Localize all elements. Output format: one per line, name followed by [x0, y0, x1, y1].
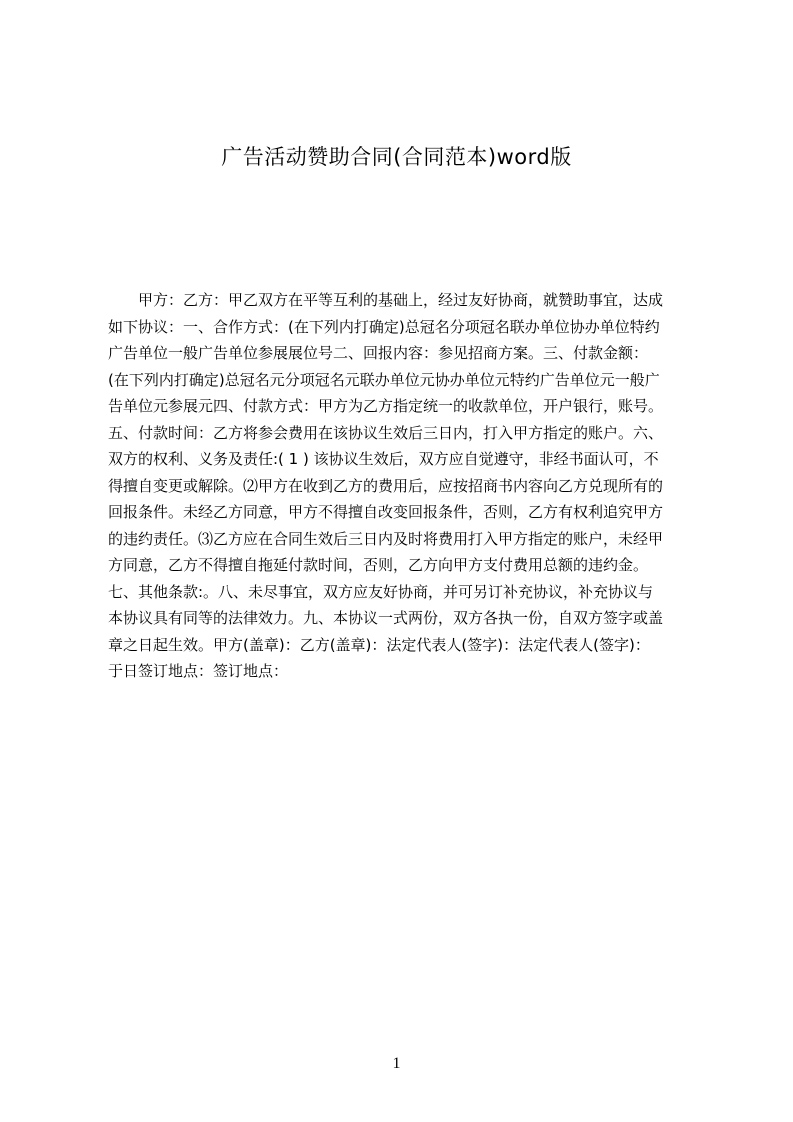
body-line: 回报条件。未经乙方同意，甲方不得擅自改变回报条件，否则，乙方有权利追究甲方: [108, 503, 664, 521]
body-line: 广告单位一般广告单位参展展位号二、回报内容：参见招商方案。三、付款金额：: [108, 344, 649, 362]
body-line: 的违约责任。⑶乙方应在合同生效后三日内及时将费用打入甲方指定的账户，未经甲: [108, 529, 664, 548]
body-line: 甲方：乙方：甲乙双方在平等互利的基础上，经过友好协商，就赞助事宜，达成: [138, 291, 664, 309]
body-line: 五、付款时间：乙方将参会费用在该协议生效后三日内，打入甲方指定的账户。六、: [108, 423, 664, 442]
body-line: 双方的权利、义务及责任:( 1 ) 该协议生效后，双方应自觉遵守，非经书面认可，不: [108, 450, 659, 468]
body-line: 得擅自变更或解除。⑵甲方在收到乙方的费用后，应按招商书内容向乙方兑现所有的: [108, 476, 664, 495]
body-line: 章之日起生效。甲方(盖章)：乙方(盖章)：法定代表人(签字)：法定代表人(签字)：: [108, 635, 650, 654]
body-line: 七、其他条款:。八、未尽事宜，双方应友好协商，并可另订补充协议，补充协议与: [108, 582, 654, 601]
body-line: 方同意，乙方不得擅自拖延付款时间，否则，乙方向甲方支付费用总额的违约金。: [108, 556, 649, 574]
body-line: (在下列内打确定)总冠名元分项冠名元联办单位元协办单位元特约广告单位元一般广: [108, 370, 660, 389]
contract-body: [108, 287, 700, 685]
body-line: 于日签订地点：签订地点：: [108, 662, 289, 680]
document-title: 广告活动赞助合同(合同范本)word版: [221, 145, 572, 169]
body-line: 如下协议：一、合作方式：(在下列内打确定)总冠名分项冠名联办单位协办单位特约: [108, 317, 660, 336]
page-number: 1: [392, 1055, 401, 1072]
body-line: 本协议具有同等的法律效力。九、本协议一式两份，双方各执一份，自双方签字或盖: [108, 609, 664, 627]
body-line: 告单位元参展元四、付款方式：甲方为乙方指定统一的收款单位，开户银行，账号。: [108, 397, 664, 415]
